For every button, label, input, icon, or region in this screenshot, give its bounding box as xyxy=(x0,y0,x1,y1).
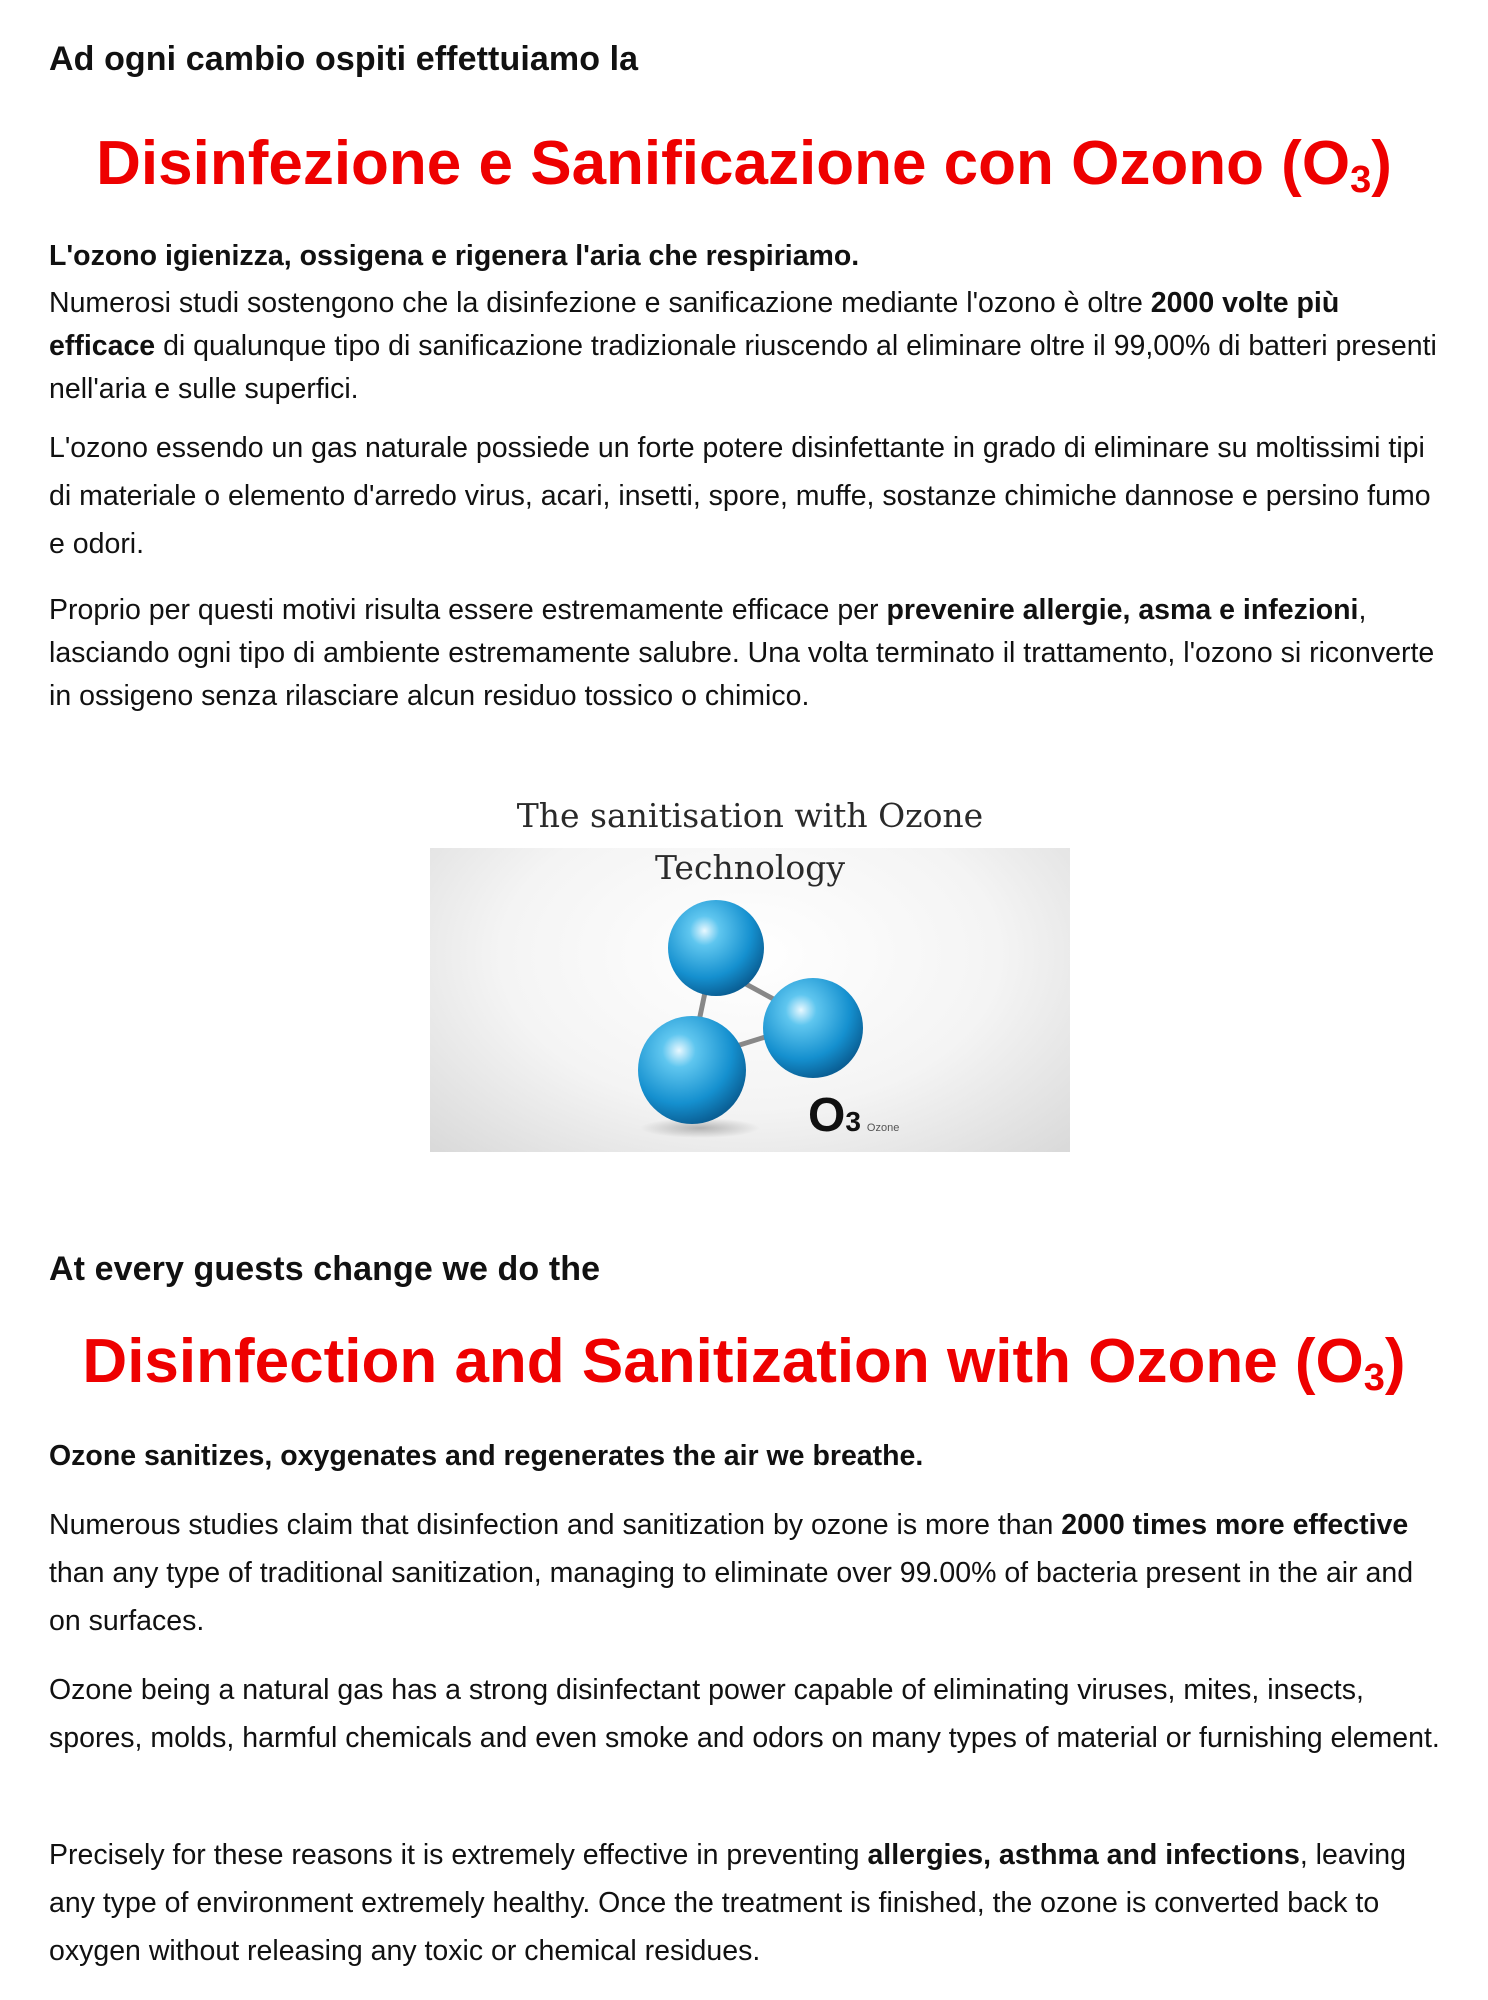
italian-p1-bold: 2000 volte più efficace xyxy=(49,287,1340,362)
english-paragraph-2: Ozone being a natural gas has a strong disinfectant power capable of eliminating viruses, mites, insects, spores, molds, harmful chemicals and even smoke and odors on many types of material or furnishing element. xyxy=(49,1674,1440,1754)
oxygen-atom-bottom xyxy=(638,1016,746,1124)
english-p3-text-c: , leaving any type of environment extremely healthy. Once the treatment is finished, the ozone is converted back to oxygen without releasing any toxic or chemical residues. xyxy=(49,1839,1406,1967)
italian-p3-text-c: , lasciando ogni tipo di ambiente estremamente salubre. Una volta terminato il trattamento, l'ozono si riconverte in ossigeno senza rilasciare alcun residuo tossico o chimico. xyxy=(49,594,1435,712)
english-intro: At every guests change we do the xyxy=(49,1250,601,1288)
english-p1-text-a: Numerous studies claim that disinfection and sanitization by ozone is more than xyxy=(49,1509,1062,1541)
english-p3-text-a: Precisely for these reasons it is extremely effective in preventing xyxy=(49,1839,868,1871)
ozone-molecule-icon xyxy=(430,848,1070,1152)
italian-intro: Ad ogni cambio ospiti effettuiamo la xyxy=(49,40,639,78)
o3-formula-word: Ozone xyxy=(866,1122,900,1134)
italian-p3-bold: prevenire allergie, asma e infezioni xyxy=(886,594,1359,626)
ozone-molecule-illustration xyxy=(430,848,1070,1152)
oxygen-atom-right xyxy=(763,978,863,1078)
italian-title-end: ) xyxy=(1371,129,1392,198)
italian-p1-text-c: di qualunque tipo di sanificazione tradizionale riuscendo al eliminare oltre il 99,00% di batteri presenti nell'aria e sulle superfici. xyxy=(49,330,1437,405)
italian-p1-text-a: Numerosi studi sostengono che la disinfezione e sanificazione mediante l'ozono è oltre xyxy=(49,287,1151,319)
english-paragraph-3 xyxy=(49,1831,1449,1975)
english-title-sub: 3 xyxy=(1363,1357,1385,1399)
english-p3-bold: allergies, asthma and infections xyxy=(867,1839,1300,1871)
english-p1-text-c: than any type of traditional sanitization, managing to eliminate over 99.00% of bacteria present in the air and on surfaces. xyxy=(49,1557,1414,1637)
italian-paragraph-3 xyxy=(49,589,1449,718)
o3-formula-label xyxy=(808,1088,899,1143)
english-lead: Ozone sanitizes, oxygenates and regenerates the air we breathe. xyxy=(49,1440,924,1472)
italian-title-sub: 3 xyxy=(1350,159,1372,201)
illustration-caption: The sanitisation with Ozone xyxy=(516,796,984,835)
english-title-end: ) xyxy=(1384,1327,1406,1396)
english-p1-bold: 2000 times more effective xyxy=(1061,1509,1409,1541)
english-title xyxy=(0,1327,1488,1399)
oxygen-atom-top xyxy=(668,900,764,996)
o3-formula-sub: 3 xyxy=(845,1106,861,1137)
italian-paragraph-2: L'ozono essendo un gas naturale possiede un forte potere disinfettante in grado di eliminare su moltissimi tipi di materiale o elemento d'arredo virus, acari, insetti, spore, muffe, sostanze chimiche dannose e persino fumo e odori. xyxy=(49,432,1431,560)
illustration-caption-line2: Technology xyxy=(654,848,846,887)
italian-lead: L'ozono igienizza, ossigena e rigenera l'aria che respiriamo. xyxy=(49,240,860,272)
italian-title xyxy=(0,129,1488,201)
o3-formula-main: O xyxy=(808,1089,846,1142)
italian-paragraph-1 xyxy=(49,282,1449,411)
english-title-main: Disinfection and Sanitization with Ozone (O xyxy=(82,1327,1364,1396)
italian-p3-text-a: Proprio per questi motivi risulta essere estremamente efficace per xyxy=(49,594,887,626)
italian-title-main: Disinfezione e Sanificazione con Ozono (O xyxy=(96,129,1351,198)
english-paragraph-1 xyxy=(49,1501,1449,1645)
